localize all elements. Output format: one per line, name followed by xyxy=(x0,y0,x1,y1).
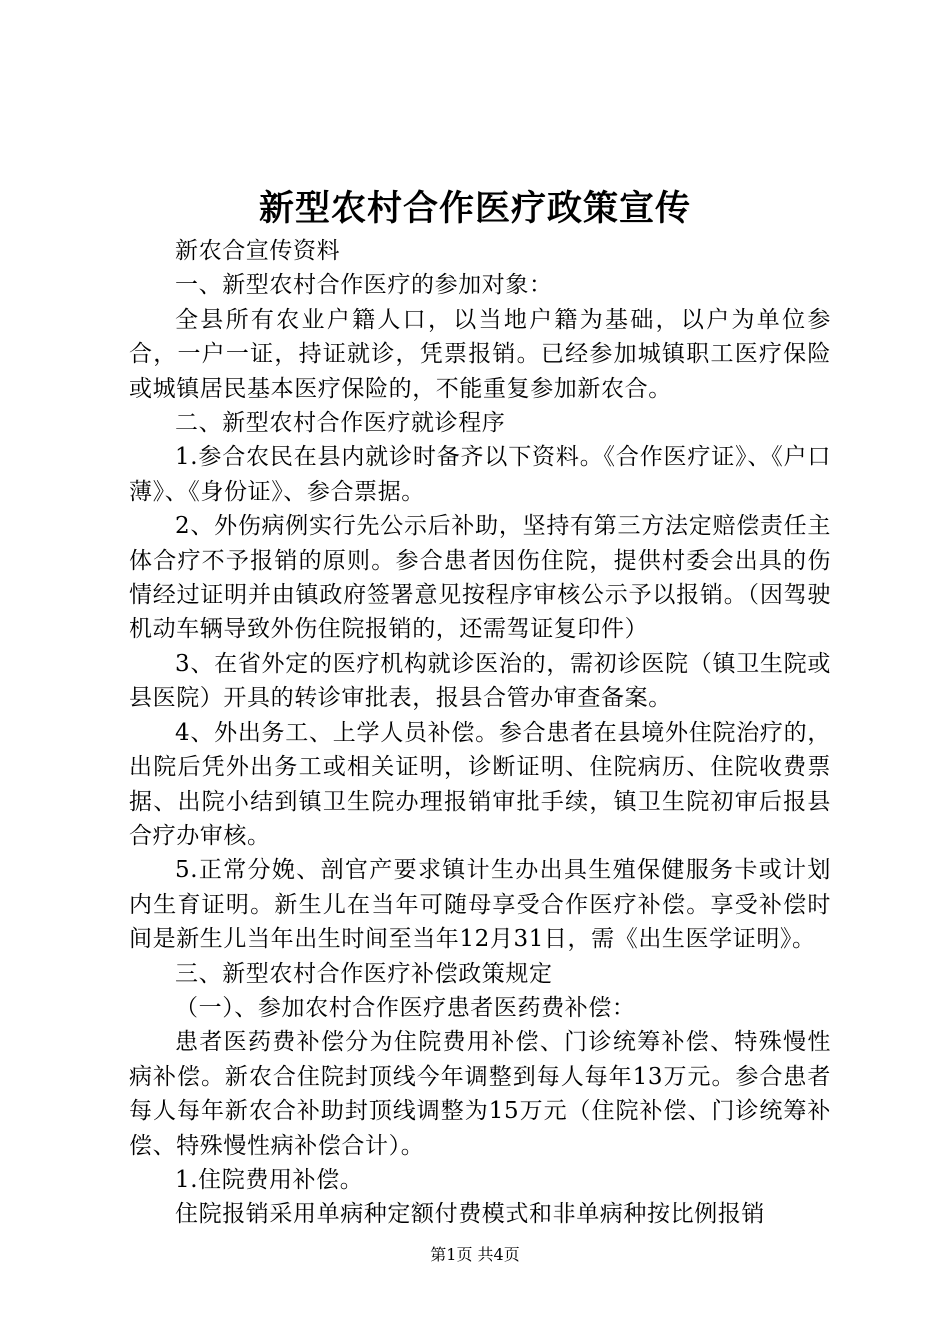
paragraph: 新农合宣传资料 xyxy=(175,238,341,264)
paragraph: 2、外伤病例实行先公示后补助，坚持有第三方法定赔偿责任主体合疗不予报销的原则。参合患者因伤住院，提供村委会出具的伤情经过证明并由镇政府签署意见按程序审核公示予以报销。（因驾驶机动车辆导致外伤住院报销的，还需驾证复印件） xyxy=(129,513,831,643)
paragraph: 3、在省外定的医疗机构就诊医治的，需初诊医院（镇卫生院或县医院）开具的转诊审批表，报县合管办审查备案。 xyxy=(129,650,831,712)
paragraph: 全县所有农业户籍人口，以当地户籍为基础，以户为单位参合，一户一证，持证就诊，凭票报销。已经参加城镇职工医疗保险或城镇居民基本医疗保险的，不能重复参加新农合。 xyxy=(129,306,831,402)
subsection-heading: （一）、参加农村合作医疗患者医药费补偿： xyxy=(175,994,636,1021)
paragraph: 5.正常分娩、剖官产要求镇计生办出具生殖保健服务卡或计划内生育证明。新生儿在当年可随母享受合作医疗补偿。享受补偿时间是新生儿当年出生时间至当年12月31日，需《出生医学证明》。 xyxy=(129,857,831,953)
section-heading: 二、新型农村合作医疗就诊程序 xyxy=(175,410,506,437)
paragraph: 住院报销采用单病种定额付费模式和非单病种按比例报销 xyxy=(175,1201,765,1228)
document-title: 新型农村合作医疗政策宣传 xyxy=(258,188,691,229)
section-heading: 三、新型农村合作医疗补偿政策规定 xyxy=(175,960,553,987)
paragraph: 4、外出务工、上学人员补偿。参合患者在县境外住院治疗的，出院后凭外出务工或相关证明，诊断证明、住院病历、住院收费票据、出院小结到镇卫生院办理报销审批手续，镇卫生院初审后报县合疗办审核。 xyxy=(129,719,831,849)
subsection-heading: 1.住院费用补偿。 xyxy=(175,1166,364,1193)
page-number-footer: 第1页 共4页 xyxy=(430,1245,520,1264)
section-heading: 一、新型农村合作医疗的参加对象： xyxy=(175,272,553,299)
paragraph: 1.参合农民在县内就诊时备齐以下资料。《合作医疗证》、《户口薄》、《身份证》、参合票据。 xyxy=(129,444,831,505)
paragraph: 患者医药费补偿分为住院费用补偿、门诊统筹补偿、特殊慢性病补偿。新农合住院封顶线今年调整到每人每年13万元。参合患者每人每年新农合补助封顶线调整为15万元（住院补偿、门诊统筹补偿、特殊慢性病补偿合计）。 xyxy=(129,1029,831,1159)
document-body xyxy=(129,234,831,1232)
